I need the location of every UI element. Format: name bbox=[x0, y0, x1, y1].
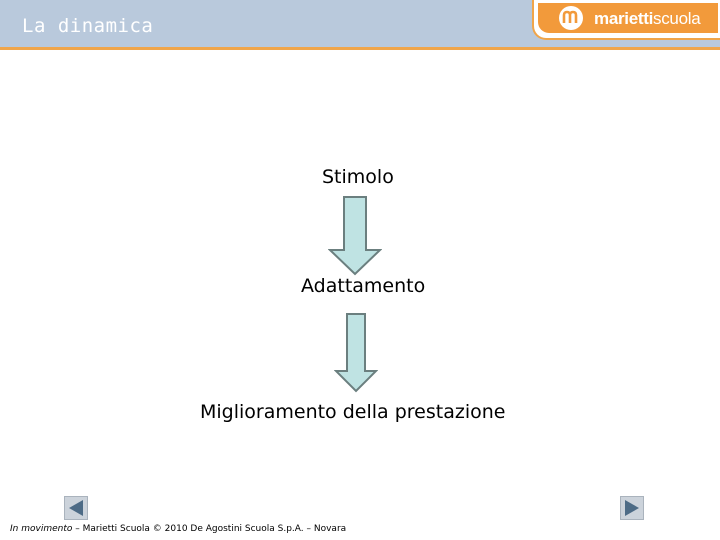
down-arrow-icon bbox=[334, 313, 378, 393]
logo-wordmark bbox=[594, 9, 700, 29]
down-arrow-icon bbox=[328, 196, 382, 276]
node-stimolo: Stimolo bbox=[322, 166, 394, 188]
logo-badge bbox=[538, 3, 718, 33]
slide-title: La dinamica bbox=[22, 15, 154, 37]
header-divider bbox=[0, 47, 720, 50]
node-miglioramento: Miglioramento della prestazione bbox=[200, 401, 506, 423]
copyright-footer bbox=[10, 524, 346, 534]
logo-brand-light: scuola bbox=[653, 9, 701, 28]
node-adattamento: Adattamento bbox=[301, 275, 426, 297]
triangle-left-icon bbox=[67, 499, 85, 517]
triangle-right-icon bbox=[623, 499, 641, 517]
publisher-logo bbox=[532, 0, 720, 40]
marietti-mark-icon bbox=[558, 5, 586, 31]
next-slide-button[interactable] bbox=[620, 496, 644, 520]
previous-slide-button[interactable] bbox=[64, 496, 88, 520]
logo-brand-bold: marietti bbox=[594, 9, 654, 28]
footer-text: – Marietti Scuola © 2010 De Agostini Scuola S.p.A. – Novara bbox=[72, 524, 347, 534]
footer-book-title: In movimento bbox=[10, 524, 73, 534]
